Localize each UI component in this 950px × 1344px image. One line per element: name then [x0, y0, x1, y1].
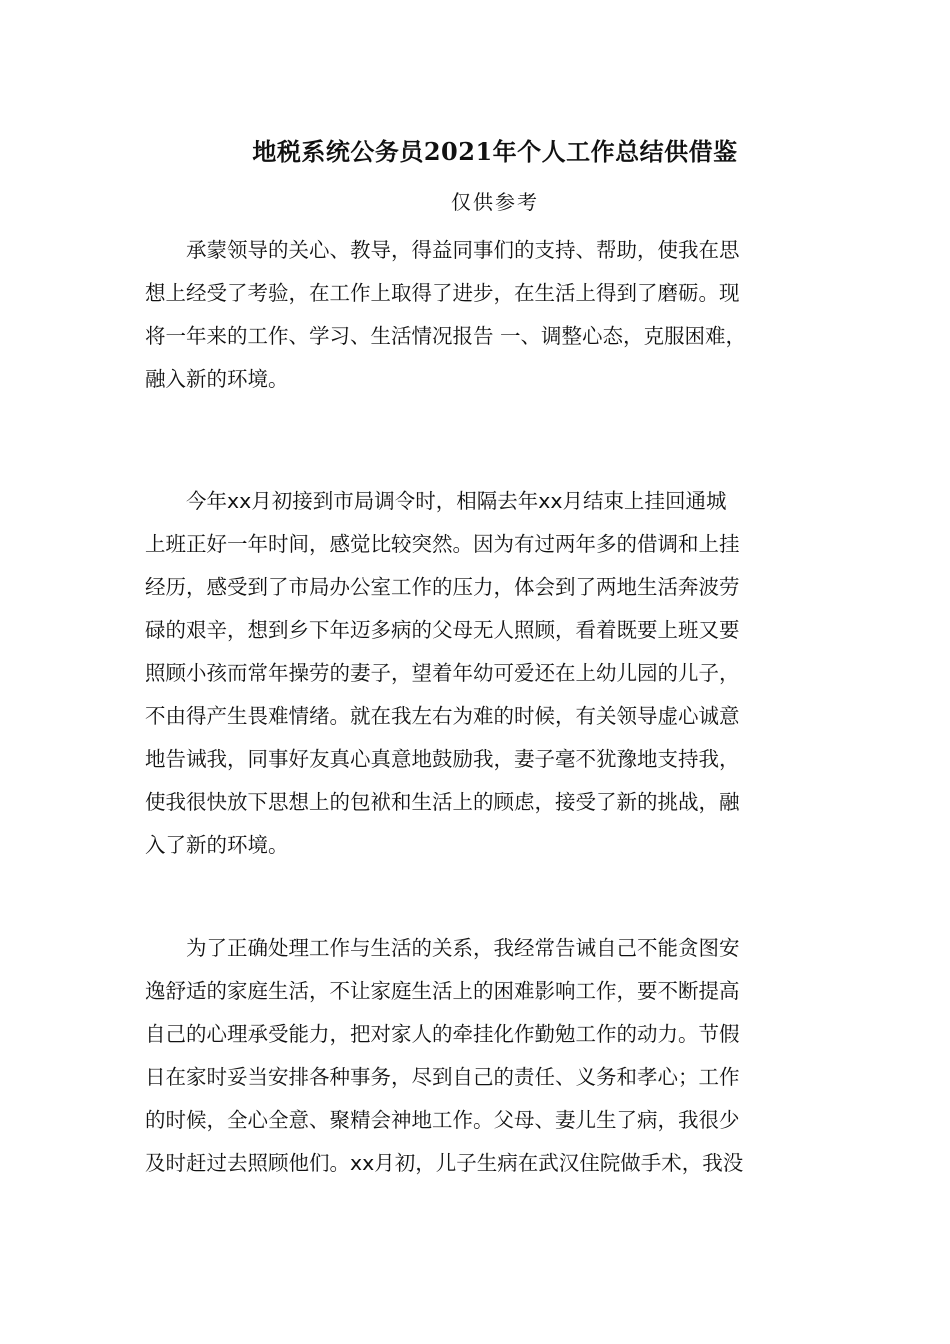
document-subtitle: 仅供参考	[451, 190, 539, 214]
paragraph-2	[145, 480, 805, 867]
paragraph-line: 地告诫我，同事好友真心真意地鼓励我，妻子毫不犹豫地支持我，	[145, 747, 740, 771]
paragraph-line: 使我很快放下思想上的包袱和生活上的顾虑，接受了新的挑战，融	[145, 790, 740, 814]
paragraph-line: 为了正确处理工作与生活的关系，我经常告诫自己不能贪图安	[186, 936, 740, 960]
paragraph-line: 上班正好一年时间，感觉比较突然。因为有过两年多的借调和上挂	[145, 532, 740, 556]
paragraph-line: 的时候，全心全意、聚精会神地工作。父母、妻儿生了病，我很少	[145, 1108, 740, 1132]
paragraph-line: 及时赶过去照顾他们。xx月初，儿子生病在武汉住院做手术，我没	[145, 1151, 744, 1175]
paragraph-line: 照顾小孩而常年操劳的妻子，望着年幼可爱还在上幼儿园的儿子，	[145, 661, 740, 685]
paragraph-line: 入了新的环境。	[145, 833, 289, 857]
paragraph-1	[145, 229, 805, 401]
paragraph-line: 碌的艰辛，想到乡下年迈多病的父母无人照顾，看着既要上班又要	[145, 618, 740, 642]
paragraph-line: 经历，感受到了市局办公室工作的压力，体会到了两地生活奔波劳	[145, 575, 740, 599]
document-title: 地税系统公务员2021年个人工作总结供借鉴	[252, 137, 738, 166]
paragraph-line: 承蒙领导的关心、教导，得益同事们的支持、帮助，使我在思	[186, 238, 740, 262]
paragraph-3	[145, 927, 805, 1185]
paragraph-line: 融入新的环境。	[145, 367, 289, 391]
paragraph-line: 自己的心理承受能力，把对家人的牵挂化作勤勉工作的动力。节假	[145, 1022, 740, 1046]
paragraph-line: 日在家时妥当安排各种事务，尽到自己的责任、义务和孝心；工作	[145, 1065, 740, 1089]
paragraph-line: 不由得产生畏难情绪。就在我左右为难的时候，有关领导虚心诚意	[145, 704, 740, 728]
paragraph-line: 今年xx月初接到市局调令时，相隔去年xx月结束上挂回通城	[186, 489, 727, 513]
paragraph-line: 想上经受了考验，在工作上取得了进步，在生活上得到了磨砺。现	[145, 281, 740, 305]
paragraph-line: 逸舒适的家庭生活，不让家庭生活上的困难影响工作，要不断提高	[145, 979, 740, 1003]
paragraph-line: 将一年来的工作、学习、生活情况报告 一、调整心态，克服困难，	[145, 324, 747, 348]
